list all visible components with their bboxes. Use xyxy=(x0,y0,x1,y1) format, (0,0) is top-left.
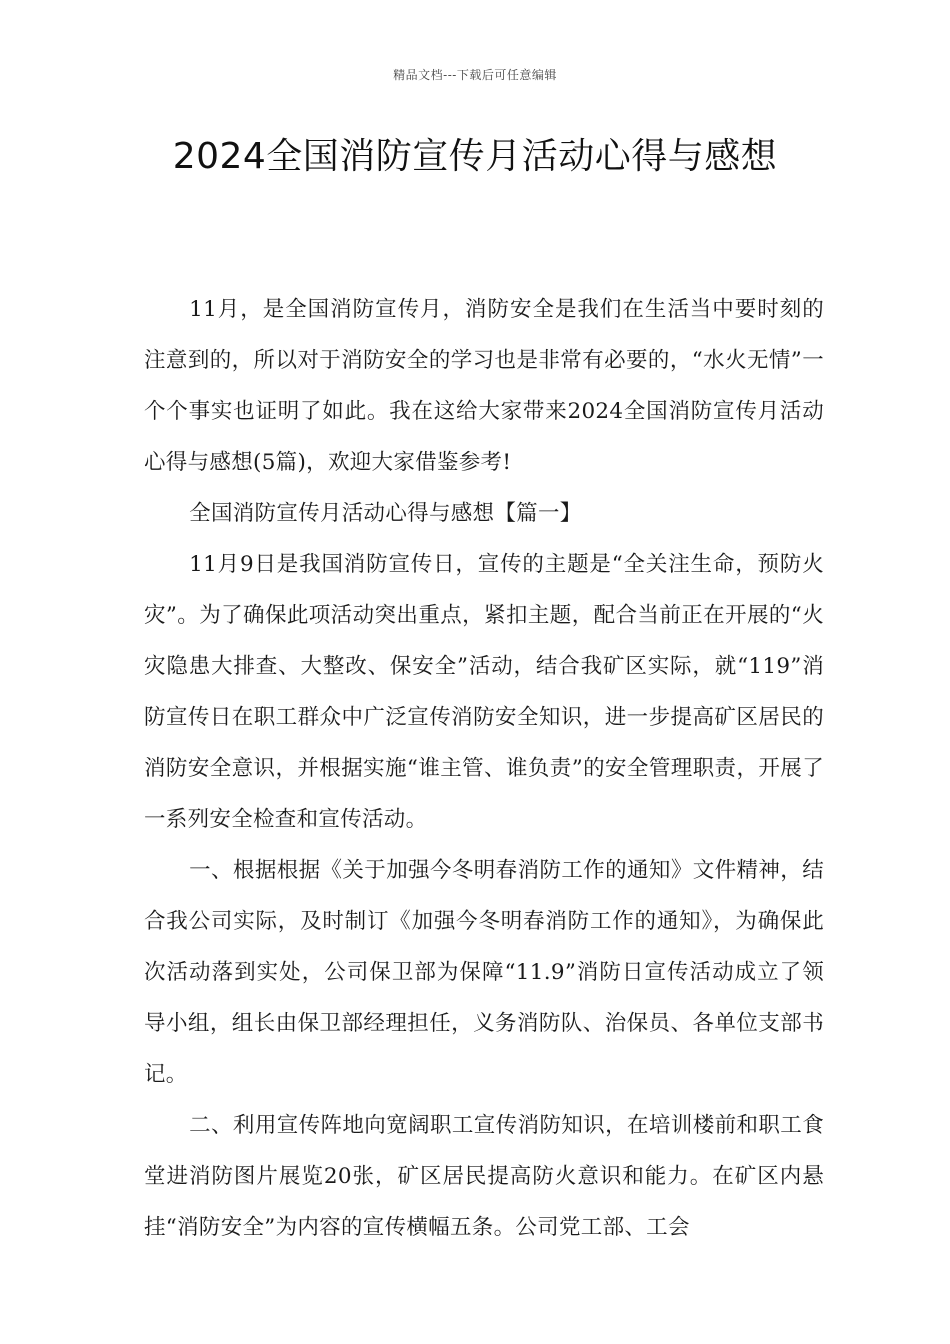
body-paragraph: 一、根据根据《关于加强今冬明春消防工作的通知》文件精神，结合我公司实际，及时制订《加强今冬明春消防工作的通知》，为确保此次活动落到实处，公司保卫部为保障“11.9”消防日宣传活动成立了领导小组，组长由保卫部经理担任，义务消防队、治保员、各单位支部书记。 xyxy=(144,858,824,1087)
document-title: 2024全国消防宣传月活动心得与感想 xyxy=(172,136,778,177)
body-paragraph: 11月9日是我国消防宣传日，宣传的主题是“全关注生命，预防火灾”。为了确保此项活动突出重点，紧扣主题，配合当前正在开展的“火灾隐患大排查、大整改、保安全”活动，结合我矿区实际，就“119”消防宣传日在职工群众中广泛宣传消防安全知识，进一步提高矿区居民的消防安全意识，并根据实施“谁主管、谁负责”的安全管理职责，开展了一系列安全检查和宣传活动。 xyxy=(144,552,824,832)
document-body xyxy=(144,284,824,1253)
intro-paragraph: 11月，是全国消防宣传月，消防安全是我们在生活当中要时刻的注意到的，所以对于消防安全的学习也是非常有必要的，“水火无情”一个个事实也证明了如此。我在这给大家带来2024全国消防宣传月活动心得与感想(5篇)，欢迎大家借鉴参考! xyxy=(144,297,824,475)
header-note: 精品文档---下载后可任意编辑 xyxy=(393,68,557,82)
body-paragraph: 二、利用宣传阵地向宽阔职工宣传消防知识，在培训楼前和职工食堂进消防图片展览20张，矿区居民提高防火意识和能力。在矿区内悬挂“消防安全”为内容的宣传横幅五条。公司党工部、工会 xyxy=(144,1113,824,1240)
section-heading: 全国消防宣传月活动心得与感想【篇一】 xyxy=(189,501,582,526)
